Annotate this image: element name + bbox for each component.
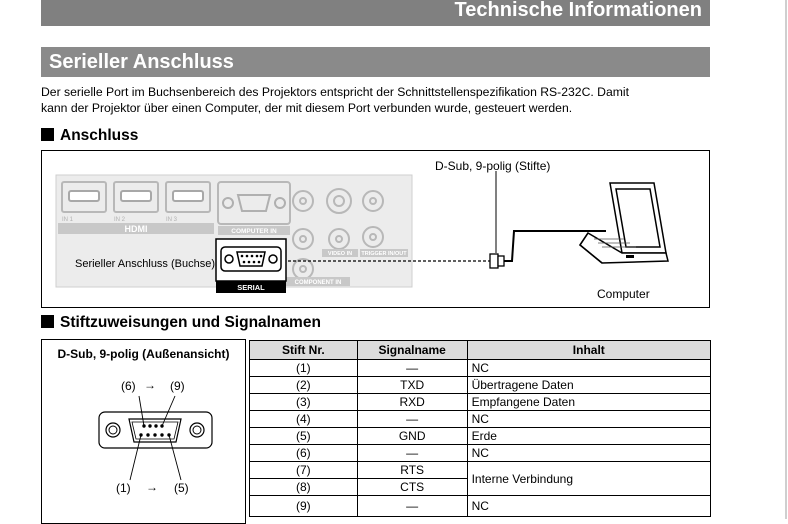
component-in-label: COMPONENT IN: [294, 280, 342, 286]
pin-cell: (3): [250, 394, 358, 411]
anschluss-heading-text: Anschluss: [60, 127, 139, 144]
in1-label: IN 1: [62, 217, 74, 223]
col-header-signal: Signalname: [357, 341, 467, 360]
signal-cell: TXD: [357, 377, 467, 394]
pin-diagram-title: D-Sub, 9-polig (Außenansicht): [57, 347, 230, 361]
signal-cell: RTS: [357, 462, 467, 479]
connection-diagram: [41, 150, 710, 308]
table-row: [250, 496, 711, 517]
heading-square-icon: [41, 315, 54, 328]
content-cell: Empfangene Daten: [467, 394, 710, 411]
pin-cell: (5): [250, 428, 358, 445]
pin-1-label: (1): [116, 481, 131, 495]
signal-cell: —: [357, 445, 467, 462]
pins-heading: [41, 314, 321, 332]
dsub-connector-icon: [42, 340, 245, 523]
pin-cell: (7): [250, 462, 358, 479]
serial-panel-label: SERIAL: [237, 283, 265, 292]
hdmi-panel-label: HDMI: [124, 224, 148, 234]
computer-label: Computer: [597, 287, 650, 301]
signal-cell: RXD: [357, 394, 467, 411]
pin-cell: (8): [250, 479, 358, 496]
heading-square-icon: [41, 128, 54, 141]
chapter-title: Technische Informationen: [454, 0, 702, 21]
table-row: [250, 462, 711, 479]
table-row: [250, 411, 711, 428]
pins-heading-text: Stiftzuweisungen und Signalnamen: [60, 314, 321, 331]
table-row: [250, 360, 711, 377]
chapter-header: [41, 0, 710, 26]
content-cell: Interne Verbindung: [467, 462, 710, 496]
col-header-content: Inhalt: [467, 341, 710, 360]
in2-label: IN 2: [114, 217, 126, 223]
col-header-pin: Stift Nr.: [250, 341, 358, 360]
pin-6-label: (6): [121, 379, 136, 393]
pin-cell: (6): [250, 445, 358, 462]
content-cell: NC: [467, 411, 710, 428]
content-cell: NC: [467, 496, 710, 517]
dsub-pins-label: D-Sub, 9-polig (Stifte): [435, 159, 551, 173]
section-title: Serieller Anschluss: [49, 51, 234, 73]
video-in-label: VIDEO IN: [327, 251, 353, 257]
pin-cell: (9): [250, 496, 358, 517]
pin-9-label: (9): [170, 379, 185, 393]
pin-cell: (4): [250, 411, 358, 428]
intro-line-2: kann der Projektor über einen Computer, der mit diesem Port verbunden wurde, gesteuert werden.: [41, 101, 573, 115]
content-cell: Erde: [467, 428, 710, 445]
content-cell: Übertragene Daten: [467, 377, 710, 394]
signal-cell: —: [357, 360, 467, 377]
intro-line-1: Der serielle Port im Buchsenbereich des Projektors entspricht der Schnittstellenspezifikation RS-232C. Damit: [41, 85, 629, 99]
table-header-row: [250, 341, 711, 360]
table-row: [250, 394, 711, 411]
pin-5-label: (5): [174, 481, 189, 495]
arrow-top-icon: →: [144, 378, 156, 392]
table-row: [250, 377, 711, 394]
section-header: [41, 47, 710, 77]
connection-illustration: [42, 151, 711, 309]
pin-cell: (1): [250, 360, 358, 377]
signal-cell: —: [357, 496, 467, 517]
computer-in-label: COMPUTER IN: [231, 228, 277, 235]
content-cell: NC: [467, 445, 710, 462]
signal-cell: —: [357, 411, 467, 428]
in3-label: IN 3: [166, 217, 178, 223]
signal-cell: CTS: [357, 479, 467, 496]
anschluss-heading: [41, 127, 138, 145]
serial-port-label: Serieller Anschluss (Buchse): [75, 258, 216, 270]
trigger-label: TRIGGER IN/OUT: [361, 251, 407, 257]
table-row: [250, 445, 711, 462]
table-row: [250, 428, 711, 445]
pin-cell: (2): [250, 377, 358, 394]
page-edge-rule: [785, 0, 787, 519]
pin-assignment-table: [249, 340, 711, 517]
content-cell: NC: [467, 360, 710, 377]
signal-cell: GND: [357, 428, 467, 445]
intro-paragraph: [41, 84, 710, 116]
pin-diagram: [41, 339, 246, 524]
arrow-bottom-icon: →: [146, 480, 158, 494]
